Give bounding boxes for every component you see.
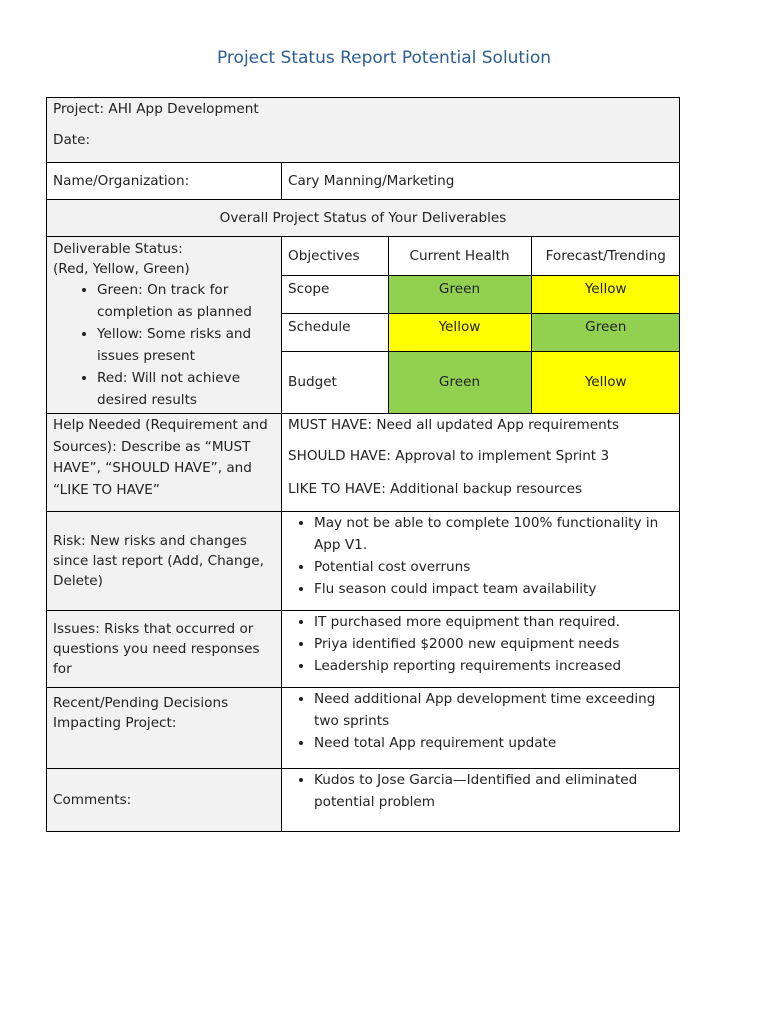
issue-item: • Priya identified $2000 new equipment needs: [314, 633, 673, 655]
risk-row: [47, 512, 680, 611]
name-org-row: [47, 163, 680, 200]
decisions-row: [47, 688, 680, 769]
risk-item: • Flu season could impact team availability: [314, 578, 673, 600]
comment-item: • Kudos to Jose Garcia—Identified and eliminated potential problem: [314, 769, 673, 813]
risk-item: • May not be able to complete 100% functionality in App V1.: [314, 512, 673, 556]
date-label: Date:: [53, 132, 91, 148]
issue-item: • Leadership reporting requirements increased: [314, 655, 673, 677]
decision-item: • Need additional App development time exceeding two sprints: [314, 688, 673, 732]
deliverable-status-cell: [47, 237, 282, 414]
risk-label: Risk: New risks and changes since last report (Add, Change, Delete): [47, 512, 282, 611]
deliverable-row: [47, 237, 680, 414]
project-row: [47, 98, 680, 163]
issues-label: Issues: Risks that occurred or questions you need responses for: [47, 611, 282, 688]
must-have: MUST HAVE: Need all updated App requirements: [288, 417, 620, 433]
current-health-cell: Green: [388, 275, 531, 313]
decision-item: • Need total App requirement update: [314, 732, 673, 754]
status-report-table: [46, 97, 680, 832]
deliverable-legend-list: [53, 279, 275, 411]
issue-item: • IT purchased more equipment than required.: [314, 611, 673, 633]
objective-cell: Schedule: [282, 313, 388, 351]
risk-item: • Potential cost overruns: [314, 556, 673, 578]
current-health-cell: Green: [388, 351, 531, 413]
status-row-schedule: [282, 313, 680, 351]
page-title: Project Status Report Potential Solution: [216, 48, 552, 68]
legend-item: • Yellow: Some risks and issues present: [97, 323, 275, 367]
risk-cell: [282, 512, 680, 611]
status-grid-header: [282, 237, 680, 275]
help-needed-row: [47, 414, 680, 512]
help-needed-cell: [282, 414, 680, 512]
legend-item: • Red: Will not achieve desired results: [97, 367, 275, 411]
deliverable-label: Deliverable Status:: [53, 241, 183, 257]
objective-cell: Budget: [282, 351, 388, 413]
forecast-cell: Green: [531, 313, 680, 351]
status-row-scope: [282, 275, 680, 313]
status-grid: [282, 237, 680, 413]
forecast-cell: Yellow: [531, 351, 680, 413]
like-to-have: LIKE TO HAVE: Additional backup resources: [288, 481, 583, 497]
should-have: SHOULD HAVE: Approval to implement Sprint 3: [288, 448, 610, 464]
help-needed-label: Help Needed (Requirement and Sources): Describe as “MUST HAVE”, “SHOULD HAVE”, and “LIKE TO HAVE”: [47, 414, 282, 512]
decisions-cell: [282, 688, 680, 769]
current-health-header: Current Health: [388, 237, 531, 275]
forecast-cell: Yellow: [531, 275, 680, 313]
status-row-budget: [282, 351, 680, 413]
objective-cell: Scope: [282, 275, 388, 313]
deliverable-legend: (Red, Yellow, Green): [53, 261, 190, 277]
comments-cell: [282, 769, 680, 832]
overall-status-heading: Overall Project Status of Your Deliverables: [47, 200, 680, 237]
comments-list: [288, 769, 673, 813]
decisions-label: Recent/Pending Decisions Impacting Project:: [47, 688, 282, 769]
decisions-list: [288, 688, 673, 754]
project-name: Project: AHI App Development: [53, 101, 259, 117]
risk-list: [288, 512, 673, 600]
comments-row: [47, 769, 680, 832]
name-org-value: Cary Manning/Marketing: [282, 163, 680, 200]
comments-label: Comments:: [47, 769, 282, 832]
overall-status-row: [47, 200, 680, 237]
status-grid-cell: [282, 237, 680, 414]
issues-list: [288, 611, 673, 677]
legend-item: • Green: On track for completion as planned: [97, 279, 275, 323]
objectives-header: Objectives: [282, 237, 388, 275]
current-health-cell: Yellow: [388, 313, 531, 351]
issues-cell: [282, 611, 680, 688]
forecast-header: Forecast/Trending: [531, 237, 680, 275]
name-org-label: Name/Organization:: [47, 163, 282, 200]
issues-row: [47, 611, 680, 688]
